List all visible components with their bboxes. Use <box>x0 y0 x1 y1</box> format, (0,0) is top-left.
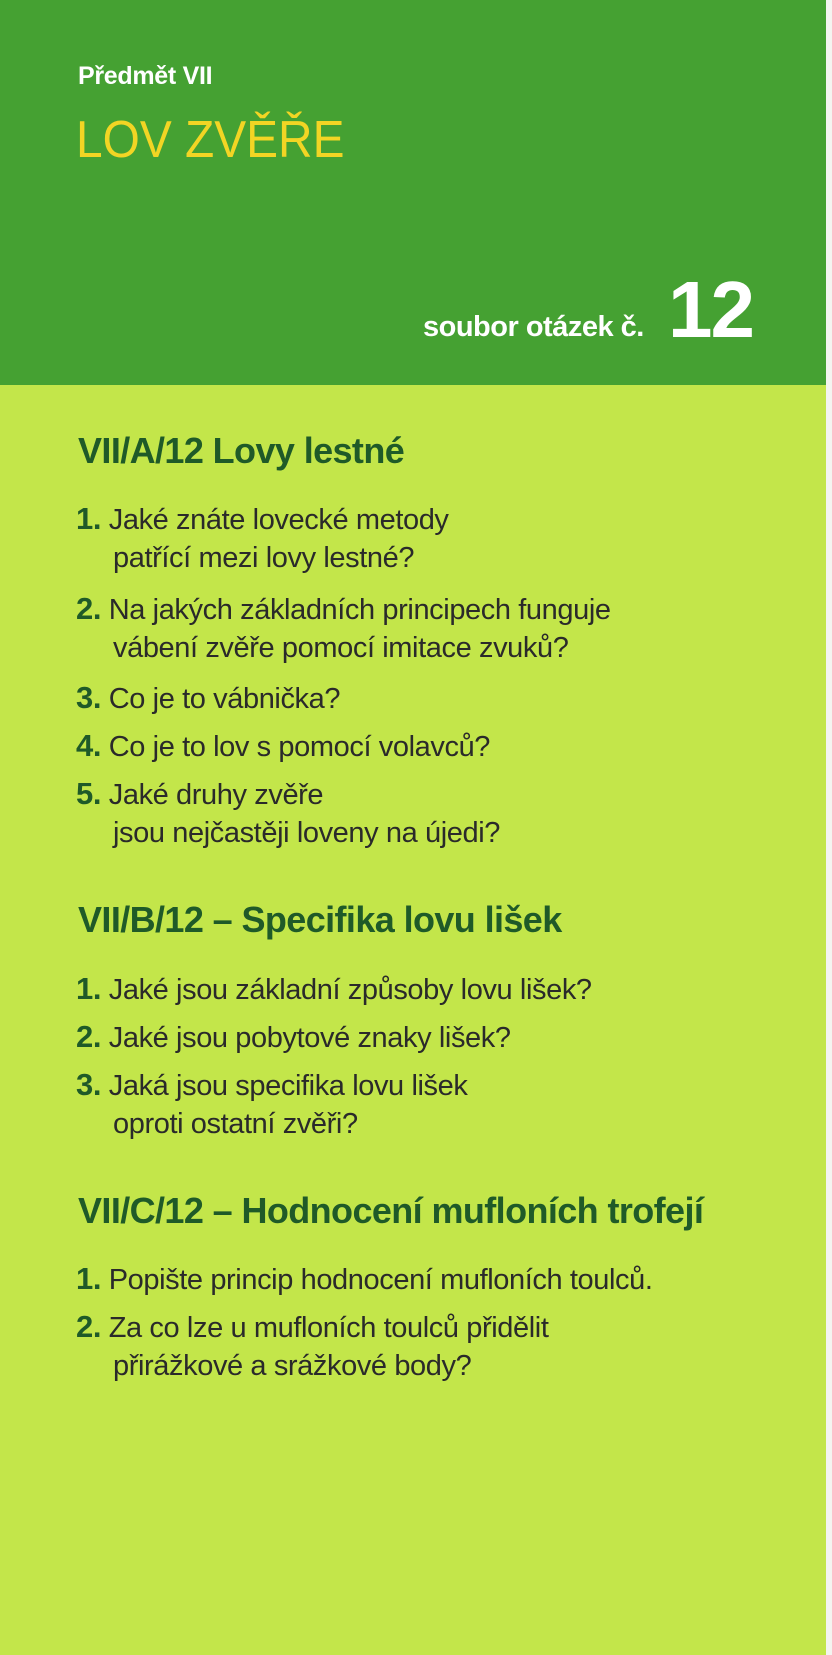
section-heading-b: VII/B/12 – Specifika lovu lišek <box>78 899 562 940</box>
question-text: Na jakých základních principech funguje <box>108 594 611 626</box>
question-text: oproti ostatní zvěři? <box>113 1108 358 1140</box>
question-text: patřící mezi lovy lestné? <box>113 542 415 574</box>
question-b-3 <box>76 1066 467 1143</box>
section-heading-a: VII/A/12 Lovy lestné <box>78 430 405 471</box>
page-title: LOV ZVĚŘE <box>76 111 345 169</box>
question-text: přirážkové a srážkové body? <box>113 1350 472 1382</box>
question-text: Jaké znáte lovecké metody <box>108 504 449 536</box>
question-b-2 <box>76 1018 511 1057</box>
question-text: Za co lze u mufloních toulců přidělit <box>108 1312 549 1344</box>
question-text: Co je to lov s pomocí volavců? <box>108 731 491 763</box>
header-band <box>0 0 832 385</box>
question-set-label: soubor otázek č. <box>423 311 644 343</box>
question-number: 5. <box>76 776 102 811</box>
question-text: Jaké jsou pobytové znaky lišek? <box>108 1022 511 1054</box>
question-number: 2. <box>76 591 102 626</box>
question-c-1 <box>76 1260 653 1299</box>
question-text: Popište princip hodnocení mufloních toulců. <box>108 1264 653 1296</box>
question-number: 4. <box>76 728 102 763</box>
question-number: 1. <box>76 971 102 1006</box>
question-number: 3. <box>76 1067 102 1102</box>
question-c-2 <box>76 1308 549 1385</box>
question-a-1 <box>76 500 449 577</box>
page-edge <box>826 0 832 1655</box>
subject-label: Předmět VII <box>78 62 213 90</box>
question-a-3 <box>76 679 340 718</box>
question-text: vábení zvěře pomocí imitace zvuků? <box>113 632 569 664</box>
question-a-2 <box>76 590 611 667</box>
question-text: Co je to vábnička? <box>108 683 341 715</box>
question-number: 2. <box>76 1309 102 1344</box>
question-text: Jaká jsou specifika lovu lišek <box>108 1070 468 1102</box>
question-text: jsou nejčastěji loveny na újedi? <box>113 817 501 849</box>
question-a-4 <box>76 727 490 766</box>
question-number: 2. <box>76 1019 102 1054</box>
question-set-number: 12 <box>668 265 753 354</box>
question-text: Jaké jsou základní způsoby lovu lišek? <box>108 974 592 1006</box>
question-b-1 <box>76 970 592 1009</box>
question-number: 1. <box>76 1261 102 1296</box>
question-number: 3. <box>76 680 102 715</box>
question-number: 1. <box>76 501 102 536</box>
question-a-5 <box>76 775 500 852</box>
question-text: Jaké druhy zvěře <box>108 779 324 811</box>
section-heading-c: VII/C/12 – Hodnocení mufloních trofejí <box>78 1190 704 1231</box>
